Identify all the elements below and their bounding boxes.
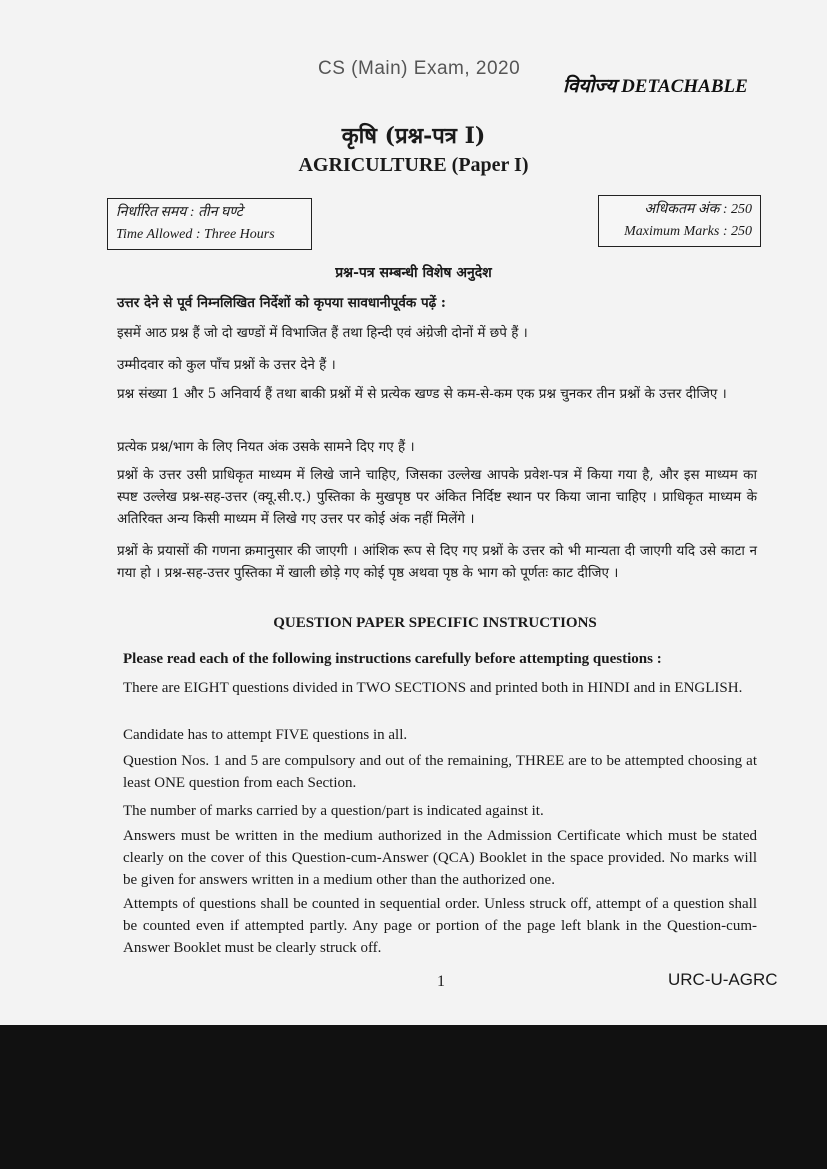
hindi-instruction-3: प्रश्न संख्या 1 और 5 अनिवार्य हैं तथा बाकी प्रश्नों में से प्रत्येक खण्ड से कम-से-कम एक प्रश्न चुनकर तीन प्रश्नों के उत्तर दीजिए । xyxy=(117,386,727,402)
hindi-instructions-intro: उत्तर देने से पूर्व निम्नलिखित निर्देशों को कृपया सावधानीपूर्वक पढ़ें : xyxy=(117,295,446,311)
hindi-instructions-heading: प्रश्न-पत्र सम्बन्धी विशेष अनुदेश xyxy=(335,265,492,281)
english-instruction-4: The number of marks carried by a question/part is indicated against it. xyxy=(123,803,544,819)
english-instruction-5: Answers must be written in the medium authorized in the Admission Certificate which must be stated clearly on the cover of this Question-cum-Answer (QCA) Booklet in the space provided. No marks will be given for answers written in a medium other than the authorized one. xyxy=(123,828,757,888)
maximum-marks-box xyxy=(598,195,761,247)
subject-title-english: AGRICULTURE (Paper I) xyxy=(298,154,529,176)
english-instruction-6: Attempts of questions shall be counted in sequential order. Unless struck off, attempt of a question shall be counted even if attempted partly. Any page or portion of the page left blank in the Question-cum-Answer Booklet must be clearly struck off. xyxy=(123,896,757,956)
time-allowed-box xyxy=(107,198,312,250)
hindi-instruction-2: उम्मीदवार को कुल पाँच प्रश्नों के उत्तर देने हैं । xyxy=(117,357,336,373)
hindi-instruction-6: प्रश्नों के प्रयासों की गणना क्रमानुसार की जाएगी । आंशिक रूप से दिए गए प्रश्नों के उत्तर को भी मान्यता दी जाएगी यदि उसे काटा न गया हो । प्रश्न-सह-उत्तर पुस्तिका में खाली छोड़े गए कोई पृष्ठ अथवा पृष्ठ के भाग को पूर्णतः काट दीजिए । xyxy=(117,543,757,581)
hindi-instruction-4: प्रत्येक प्रश्न/भाग के लिए नियत अंक उसके सामने दिए गए हैं । xyxy=(117,439,415,455)
maximum-marks-hindi: अधिकतम अंक : 250 xyxy=(644,202,752,217)
time-allowed-hindi: निर्धारित समय : तीन घण्टे xyxy=(116,205,243,220)
english-instruction-1: There are EIGHT questions divided in TWO SECTIONS and printed both in HINDI and in ENGLISH. xyxy=(123,680,743,696)
scan-background xyxy=(0,1025,827,1169)
exam-title: CS (Main) Exam, 2020 xyxy=(318,58,521,79)
paper-code: URC-U-AGRC xyxy=(668,970,778,989)
english-instruction-2: Candidate has to attempt FIVE questions in all. xyxy=(123,727,408,743)
page-number: 1 xyxy=(437,973,445,990)
subject-title-hindi: कृषि (प्रश्न-पत्र I) xyxy=(341,123,486,149)
hindi-instruction-1: इसमें आठ प्रश्न हैं जो दो खण्डों में विभाजित हैं तथा हिन्दी एवं अंग्रेजी दोनों में छपे हैं । xyxy=(117,325,528,341)
detachable-label: वियोज्य DETACHABLE xyxy=(563,76,748,97)
maximum-marks-english: Maximum Marks : 250 xyxy=(624,224,752,239)
english-instructions-intro: Please read each of the following instructions carefully before attempting questions : xyxy=(123,651,662,667)
english-instruction-3: Question Nos. 1 and 5 are compulsory and out of the remaining, THREE are to be attempted choosing at least ONE question from each Section. xyxy=(123,753,757,791)
hindi-instruction-5: प्रश्नों के उत्तर उसी प्राधिकृत माध्यम में लिखे जाने चाहिए, जिसका उल्लेख आपके प्रवेश-पत्र में किया गया है, और इस माध्यम का स्पष्ट उल्लेख प्रश्न-सह-उत्तर (क्यू.सी.ए.) पुस्तिका के मुखपृष्ठ पर अंकित निर्दिष्ट स्थान पर किया जाना चाहिए । प्राधिकृत माध्यम के अतिरिक्त अन्य किसी माध्यम में लिखे गए उत्तर पर कोई अंक नहीं मिलेंगे । xyxy=(117,467,757,527)
english-instructions-heading: QUESTION PAPER SPECIFIC INSTRUCTIONS xyxy=(273,615,597,631)
time-allowed-english: Time Allowed : Three Hours xyxy=(116,227,275,242)
